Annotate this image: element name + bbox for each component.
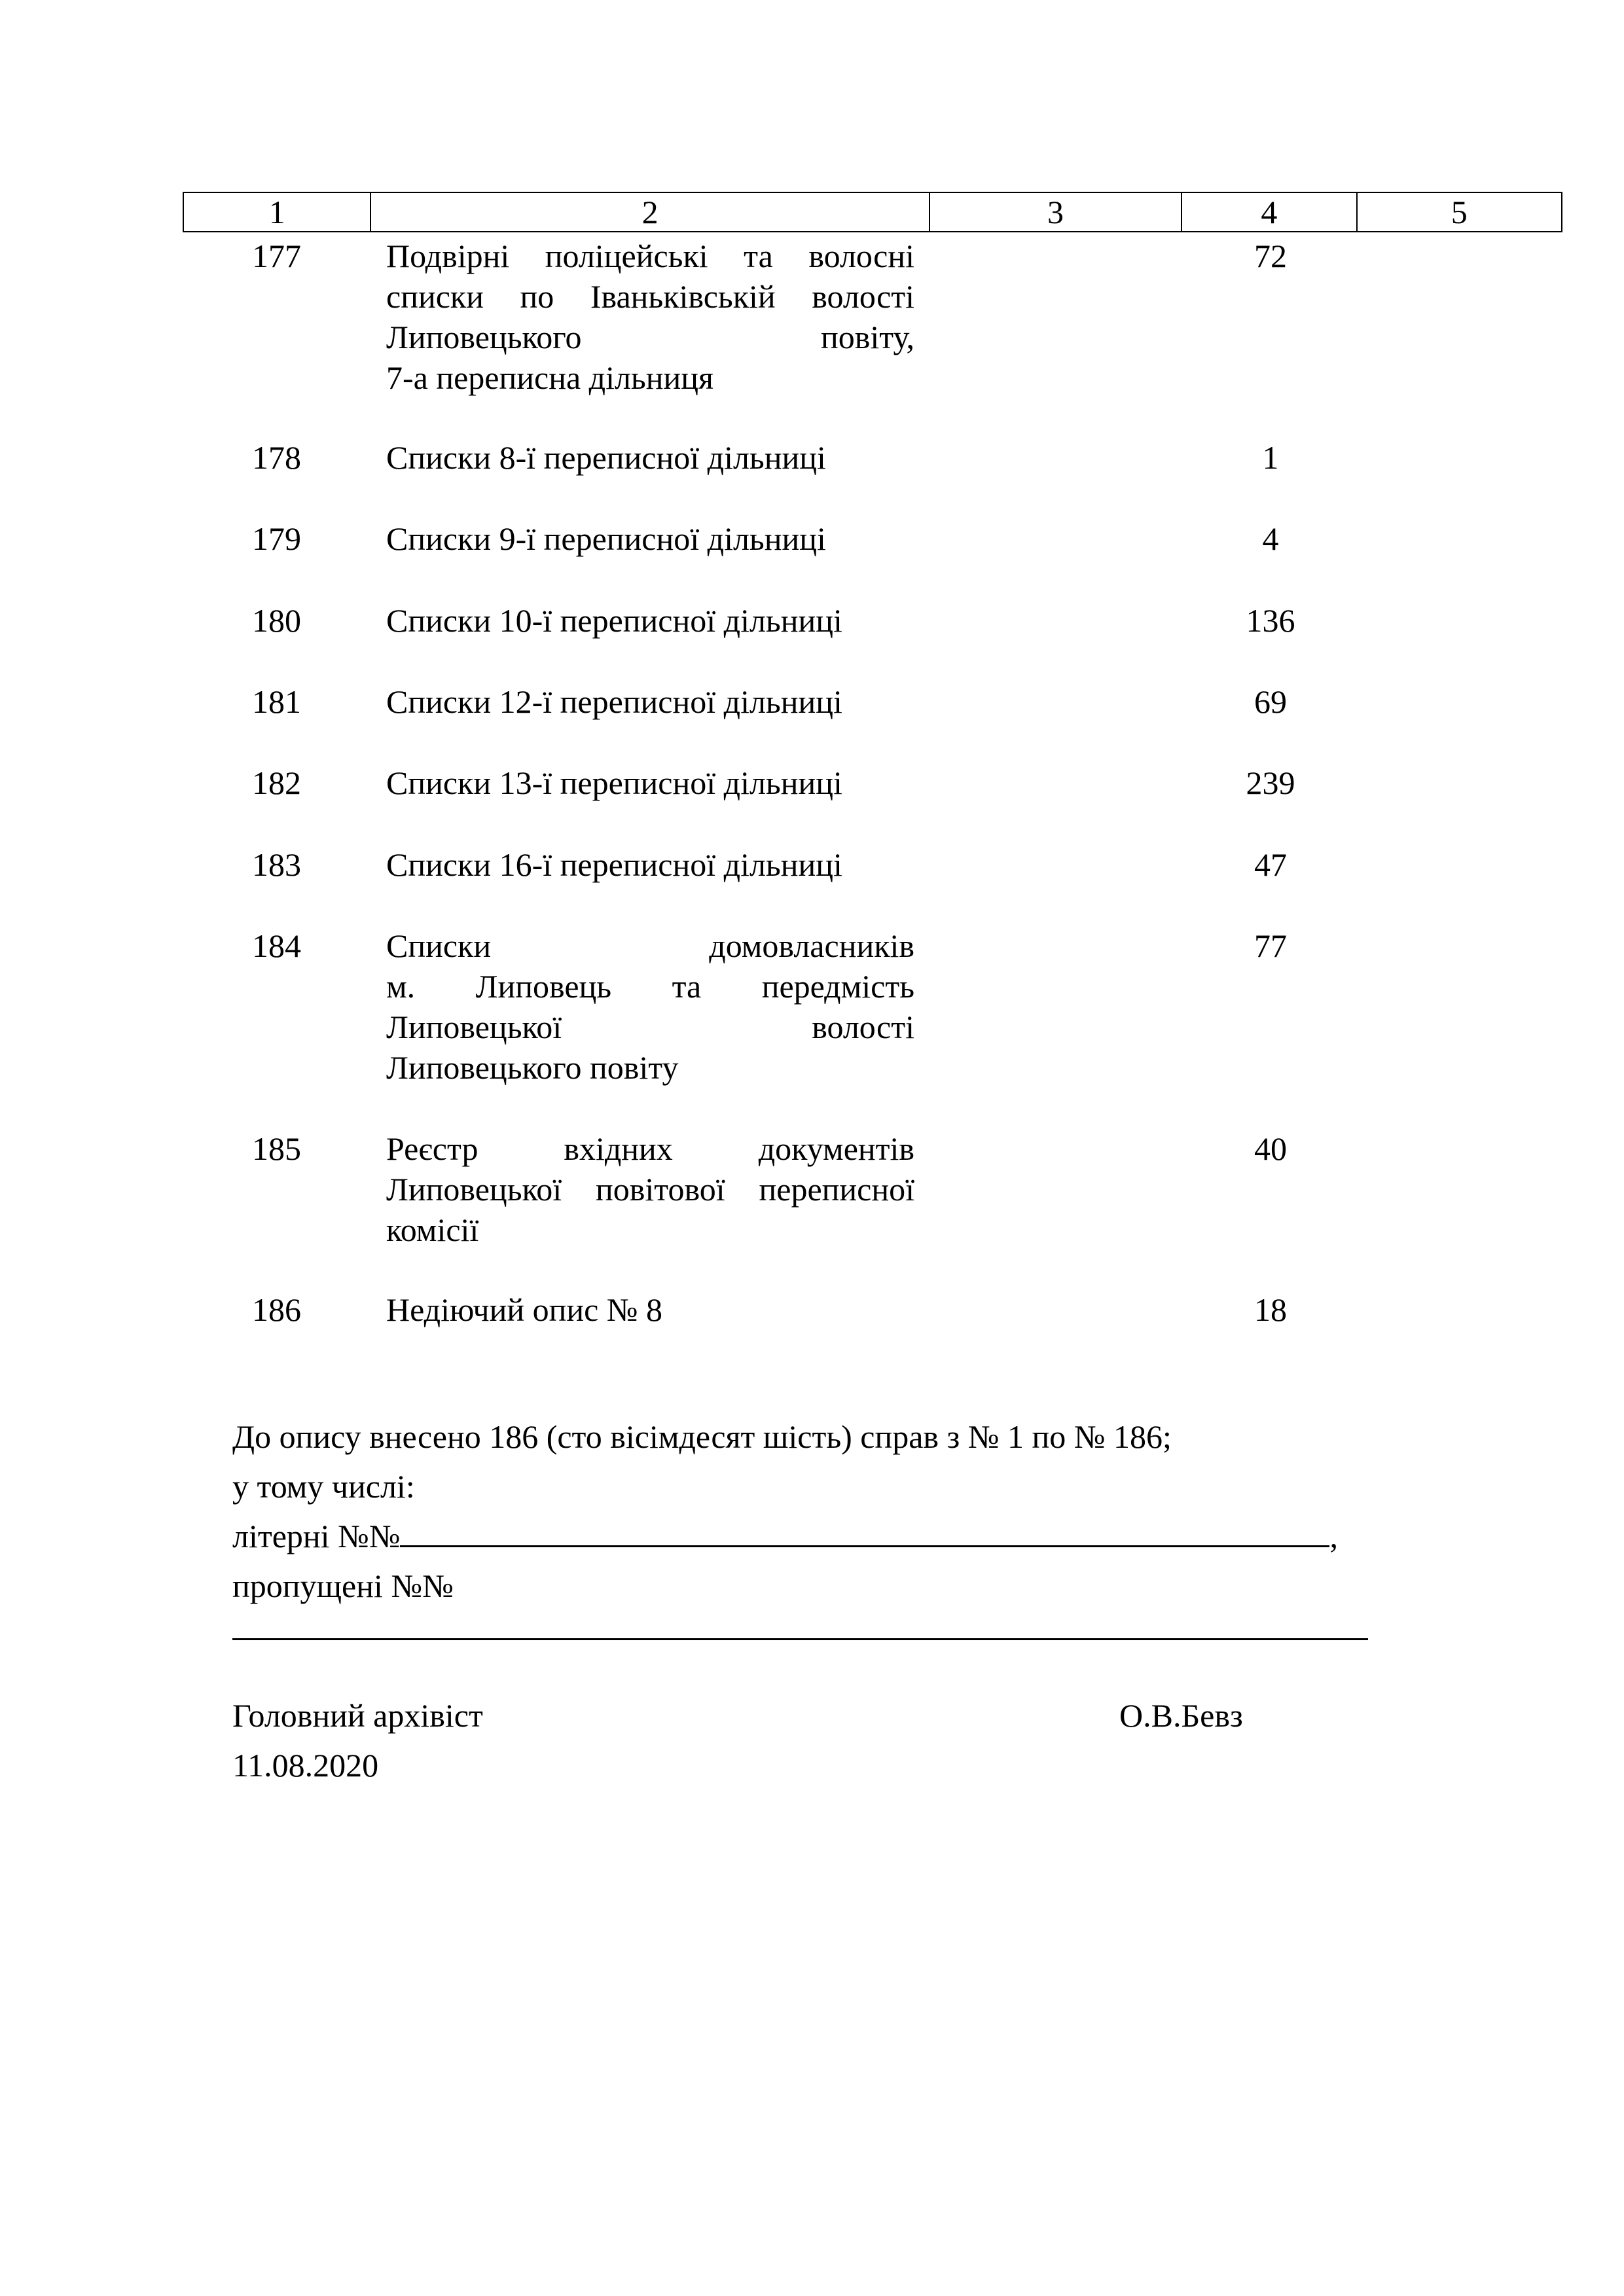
header-col-3: 3 (930, 193, 1182, 231)
row-count: 18 (1254, 1291, 1287, 1328)
summary-literal-line (232, 1511, 1411, 1561)
signature-name: О.В.Бевз (1119, 1697, 1243, 1734)
row-title (386, 844, 914, 885)
row-count: 4 (1262, 520, 1279, 557)
missing-blank-line (232, 1638, 1368, 1640)
literal-label: літерні №№ (232, 1518, 401, 1554)
row-number: 180 (252, 602, 301, 639)
row-number: 181 (252, 683, 301, 720)
row-title (386, 1128, 914, 1250)
row-count: 239 (1246, 764, 1295, 801)
row-count: 136 (1246, 602, 1295, 639)
row-title-line: Недіючий опис № 8 (386, 1291, 662, 1328)
row-title (386, 600, 914, 641)
row-number: 182 (252, 764, 301, 801)
row-title-line: Списки домовласників (386, 927, 914, 964)
row-count: 69 (1254, 683, 1287, 720)
row-title (386, 437, 914, 478)
row-number: 178 (252, 439, 301, 476)
row-count: 77 (1254, 927, 1287, 964)
row-title-line: Реєстр вхідних документів (386, 1130, 914, 1167)
row-title-line: Списки 8-ї переписної дільниці (386, 439, 826, 476)
row-number: 179 (252, 520, 301, 557)
row-number: 186 (252, 1291, 301, 1328)
summary-block (232, 1412, 1411, 1611)
row-title-line: списки по Іваньківській волості (386, 278, 914, 315)
signature-block (232, 1691, 1384, 1790)
row-count: 40 (1254, 1130, 1287, 1167)
row-title-line: Списки 12-ї переписної дільниці (386, 683, 842, 720)
summary-missing-line: пропущені №№ (232, 1568, 454, 1604)
row-number: 183 (252, 846, 301, 883)
signature-position: Головний архівіст (232, 1697, 483, 1734)
row-title-line: 7-а переписна дільниця (386, 359, 713, 396)
row-count: 47 (1254, 846, 1287, 883)
row-number: 177 (252, 238, 301, 274)
row-title (386, 236, 914, 398)
row-title (386, 1289, 914, 1330)
row-count: 1 (1262, 439, 1279, 476)
row-title-line: Списки 10-ї переписної дільниці (386, 602, 842, 639)
row-title-line: Списки 9-ї переписної дільниці (386, 520, 826, 557)
signature-date: 11.08.2020 (232, 1747, 379, 1784)
row-title-line: Липовецького повіту (386, 1049, 679, 1086)
literal-end: , (1329, 1518, 1338, 1554)
row-title (386, 518, 914, 559)
row-title (386, 681, 914, 722)
header-col-5: 5 (1451, 194, 1468, 230)
row-number: 185 (252, 1130, 301, 1167)
row-title-line: Липовецького повіту, (386, 319, 914, 355)
row-number: 184 (252, 927, 301, 964)
header-col-2: 2 (371, 193, 929, 231)
row-count: 72 (1254, 238, 1287, 274)
row-title-line: Подвірні поліцейські та волосні (386, 238, 914, 274)
row-title-line: м. Липовець та передмість (386, 968, 914, 1005)
row-title-line: Липовецької волості (386, 1009, 914, 1045)
row-title-line: Липовецької повітової переписної (386, 1171, 914, 1208)
row-title (386, 762, 914, 803)
row-title (386, 925, 914, 1088)
summary-including: у тому числі: (232, 1468, 415, 1505)
summary-total: До опису внесено 186 (сто вісімдесят шість) справ з № 1 по № 186; (232, 1418, 1172, 1455)
table-header (183, 192, 1562, 232)
literal-blank (400, 1516, 1329, 1547)
header-col-4: 4 (1182, 193, 1358, 231)
row-title-line: комісії (386, 1211, 479, 1248)
row-title-line: Списки 16-ї переписної дільниці (386, 846, 842, 883)
row-title-line: Списки 13-ї переписної дільниці (386, 764, 842, 801)
header-col-1: 1 (184, 193, 371, 231)
